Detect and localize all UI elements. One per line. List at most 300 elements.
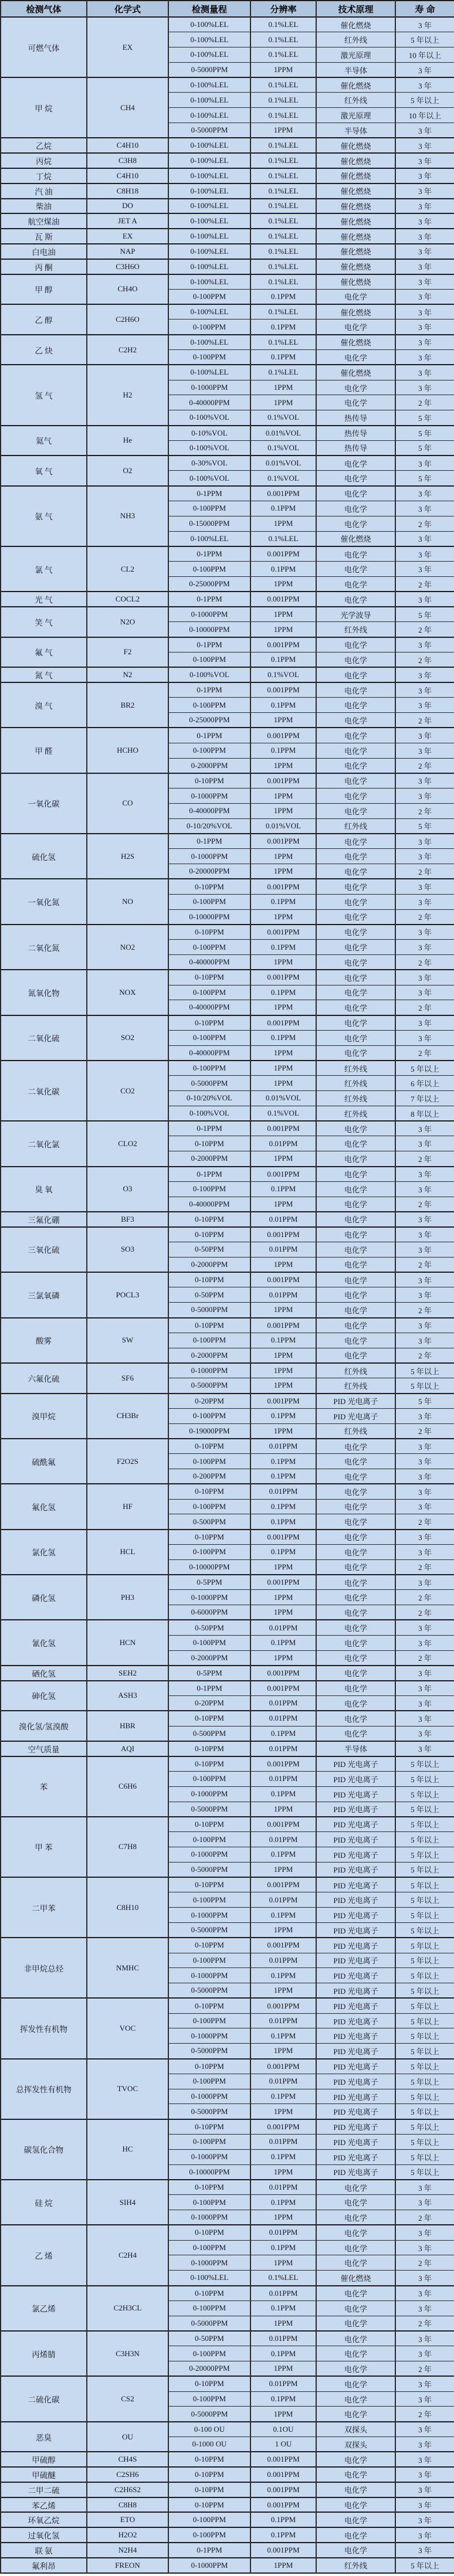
range-cell: 0-5000PPM xyxy=(168,62,250,77)
formula-cell: HCL xyxy=(87,1530,168,1575)
resolution-cell: 1PPM xyxy=(250,1378,316,1394)
lifespan-cell: 2 年 xyxy=(395,2210,454,2225)
range-cell: 0-5000PPM xyxy=(168,1922,250,1938)
lifespan-cell: 3 年 xyxy=(395,199,454,214)
principle-cell: 电化学 xyxy=(316,1167,395,1182)
resolution-cell: 0.1%VOL xyxy=(250,471,316,486)
gas-name-cell: 二硫化碳 xyxy=(1,2376,87,2421)
resolution-cell: 0.1%LEL xyxy=(250,17,316,32)
formula-cell: F2O2S xyxy=(87,1439,168,1484)
range-cell: 0-50PPM xyxy=(168,2331,250,2346)
lifespan-cell: 3 年 xyxy=(395,168,454,183)
lifespan-cell: 2 年 xyxy=(395,2255,454,2271)
range-cell: 0-40000PPM xyxy=(168,954,250,970)
range-cell: 0-100%LEL xyxy=(168,304,250,320)
principle-cell: 电化学 xyxy=(316,834,395,849)
resolution-cell: 0.1PPM xyxy=(250,894,316,909)
range-cell: 0-100%LEL xyxy=(168,93,250,108)
resolution-cell: 0.1OU xyxy=(250,2422,316,2437)
lifespan-cell: 3 年 xyxy=(395,940,454,955)
resolution-cell: 0.01PPM xyxy=(250,1832,316,1847)
resolution-cell: 0.1PPM xyxy=(250,2028,316,2044)
resolution-cell: 1PPM xyxy=(250,2104,316,2119)
principle-cell: 电化学 xyxy=(316,2361,395,2377)
resolution-cell: 0.1PPM xyxy=(250,2149,316,2164)
resolution-cell: 0.1PPM xyxy=(250,350,316,365)
principle-cell: 电化学 xyxy=(316,849,395,864)
table-row xyxy=(1,682,454,698)
lifespan-cell: 3 年 xyxy=(395,335,454,350)
lifespan-cell: 3 年 xyxy=(395,2422,454,2437)
gas-name-cell: 一氧化氮 xyxy=(1,879,87,924)
range-cell: 0-10PPM xyxy=(168,2286,250,2301)
principle-cell: 电化学 xyxy=(316,592,395,607)
resolution-cell: 1PPM xyxy=(250,1045,316,1061)
gas-name-cell: 三氟化硼 xyxy=(1,1212,87,1227)
principle-cell: 电化学 xyxy=(316,1181,395,1197)
lifespan-cell: 5 年以上 xyxy=(395,1908,454,1923)
gas-name-cell: 非甲烷总烃 xyxy=(1,1938,87,1998)
lifespan-cell: 3 年 xyxy=(395,259,454,274)
range-cell: 0-1000PPM xyxy=(168,1786,250,1802)
formula-cell: CO xyxy=(87,773,168,834)
resolution-cell: 0.001PPM xyxy=(250,2119,316,2135)
table-row xyxy=(1,2527,454,2543)
resolution-cell: 1PPM xyxy=(250,576,316,592)
principle-cell: 电化学 xyxy=(316,985,395,1000)
principle-cell: 电化学 xyxy=(316,1242,395,1258)
formula-cell: OU xyxy=(87,2422,168,2452)
lifespan-cell: 5 年 xyxy=(395,426,454,441)
range-cell: 0-10PPM xyxy=(168,2497,250,2513)
range-cell: 0-10PPM xyxy=(168,1741,250,1756)
principle-cell: PID 光电离子 xyxy=(316,1802,395,1817)
principle-cell: 电化学 xyxy=(316,546,395,562)
formula-cell: SIH4 xyxy=(87,2180,168,2225)
principle-cell: 电化学 xyxy=(316,2543,395,2558)
principle-cell: 电化学 xyxy=(316,1484,395,1499)
resolution-cell: 0.001PPM xyxy=(250,592,316,607)
resolution-cell: 1PPM xyxy=(250,2316,316,2331)
lifespan-cell: 3 年 xyxy=(395,1015,454,1031)
lifespan-cell: 3 年 xyxy=(395,1454,454,1469)
range-cell: 0-1PPM xyxy=(168,1121,250,1136)
gas-name-cell: 氢 气 xyxy=(1,365,87,425)
lifespan-cell: 5 年以上 xyxy=(395,1892,454,1908)
principle-cell: PID 光电离子 xyxy=(316,2013,395,2028)
range-cell: 0-100PPM xyxy=(168,2013,250,2028)
lifespan-cell: 3 年 xyxy=(395,1272,454,1287)
resolution-cell: 0.1%LEL xyxy=(250,2271,316,2286)
resolution-cell: 0.1PPM xyxy=(250,2512,316,2527)
resolution-cell: 1PPM xyxy=(250,2255,316,2271)
range-cell: 0-100%LEL xyxy=(168,47,250,63)
lifespan-cell: 5 年以上 xyxy=(395,2074,454,2089)
formula-cell: C3H6O xyxy=(87,259,168,274)
table-row xyxy=(1,486,454,501)
principle-cell: PID 光电离子 xyxy=(316,1408,395,1423)
gas-name-cell: 二氧化硫 xyxy=(1,1015,87,1061)
lifespan-cell: 2 年 xyxy=(395,2316,454,2331)
range-cell: 0-100%LEL xyxy=(168,183,250,199)
gas-name-cell: 硅 烷 xyxy=(1,2180,87,2225)
range-cell: 0-5000PPM xyxy=(168,2104,250,2119)
lifespan-cell: 3 年 xyxy=(395,834,454,849)
resolution-cell: 0.1PPM xyxy=(250,562,316,577)
formula-cell: NO xyxy=(87,879,168,924)
principle-cell: 催化燃烧 xyxy=(316,183,395,199)
resolution-cell: 0.001PPM xyxy=(250,834,316,849)
lifespan-cell: 2 年 xyxy=(395,1348,454,1363)
gas-name-cell: 笑 气 xyxy=(1,607,87,637)
formula-cell: C4H10 xyxy=(87,138,168,153)
lifespan-cell: 5 年以上 xyxy=(395,32,454,47)
lifespan-cell: 5 年以上 xyxy=(395,93,454,108)
principle-cell: 红外线 xyxy=(316,1106,395,1121)
range-cell: 0-500PPM xyxy=(168,1726,250,1741)
resolution-cell: 1PPM xyxy=(250,1348,316,1363)
range-cell: 0-100PPM xyxy=(168,2300,250,2316)
principle-cell: 电化学 xyxy=(316,576,395,592)
resolution-cell: 1PPM xyxy=(250,713,316,728)
formula-cell: HF xyxy=(87,1484,168,1529)
principle-cell: 电化学 xyxy=(316,395,395,410)
principle-cell: 电化学 xyxy=(316,1514,395,1530)
table-row xyxy=(1,1817,454,1832)
lifespan-cell: 3 年 xyxy=(395,1575,454,1590)
resolution-cell: 0.01PPM xyxy=(250,1892,316,1908)
formula-cell: VOC xyxy=(87,1998,168,2058)
resolution-cell: 0.001PPM xyxy=(250,1575,316,1590)
principle-cell: 电化学 xyxy=(316,501,395,516)
resolution-cell: 0.1PPM xyxy=(250,743,316,758)
gas-name-cell: 白电油 xyxy=(1,244,87,259)
range-cell: 0-100PPM xyxy=(168,1030,250,1045)
lifespan-cell: 3 年 xyxy=(395,592,454,607)
gas-name-cell: 过氧化氢 xyxy=(1,2527,87,2543)
lifespan-cell: 7 年以上 xyxy=(395,1091,454,1106)
lifespan-cell: 2 年 xyxy=(395,1257,454,1272)
principle-cell: PID 光电离子 xyxy=(316,2135,395,2150)
gas-name-cell: 磷化氢 xyxy=(1,1575,87,1620)
lifespan-cell: 5 年以上 xyxy=(395,2104,454,2119)
resolution-cell: 1PPM xyxy=(250,864,316,879)
lifespan-cell: 5 年以上 xyxy=(395,2135,454,2150)
gas-name-cell: 硒化氢 xyxy=(1,1666,87,1681)
resolution-cell: 0.1%LEL xyxy=(250,244,316,259)
lifespan-cell: 5 年以上 xyxy=(395,1847,454,1862)
lifespan-cell: 3 年 xyxy=(395,682,454,698)
lifespan-cell: 3 年 xyxy=(395,894,454,909)
principle-cell: 电化学 xyxy=(316,350,395,365)
principle-cell: 电化学 xyxy=(316,2452,395,2467)
principle-cell: 电化学 xyxy=(316,1726,395,1741)
resolution-cell: 0.1PPM xyxy=(250,1499,316,1514)
lifespan-cell: 3 年 xyxy=(395,138,454,153)
table-row xyxy=(1,637,454,653)
table-row xyxy=(1,1121,454,1136)
range-cell: 0-19000PPM xyxy=(168,1423,250,1439)
resolution-cell: 0.1%LEL xyxy=(250,108,316,123)
principle-cell: 电化学 xyxy=(316,320,395,335)
range-cell: 0-50PPM xyxy=(168,1242,250,1258)
table-row xyxy=(1,1741,454,1756)
range-cell: 0-40000PPM xyxy=(168,1197,250,1212)
principle-cell: 电化学 xyxy=(316,1695,395,1711)
lifespan-cell: 2 年 xyxy=(395,1045,454,1061)
gas-name-cell: 瓦 斯 xyxy=(1,229,87,244)
resolution-cell: 0.001PPM xyxy=(250,1121,316,1136)
range-cell: 0-100PPM xyxy=(168,501,250,516)
range-cell: 0-40000PPM xyxy=(168,1000,250,1015)
range-cell: 0-100PPM xyxy=(168,2391,250,2407)
lifespan-cell: 3 年 xyxy=(395,2346,454,2361)
principle-cell: 电化学 xyxy=(316,803,395,818)
principle-cell: 红外线 xyxy=(316,622,395,637)
resolution-cell: 0.1PPM xyxy=(250,1968,316,1983)
principle-cell: 电化学 xyxy=(316,789,395,804)
table-row xyxy=(1,199,454,214)
lifespan-cell: 3 年 xyxy=(395,1499,454,1514)
range-cell: 0-50PPM xyxy=(168,1620,250,1635)
table-row xyxy=(1,2059,454,2074)
range-cell: 0-1PPM xyxy=(168,1167,250,1182)
gas-name-cell: 苯 xyxy=(1,1756,87,1817)
gas-name-cell: 丁烷 xyxy=(1,168,87,183)
principle-cell: 电化学 xyxy=(316,1257,395,1272)
lifespan-cell: 3 年 xyxy=(395,289,454,304)
resolution-cell: 0.01PPM xyxy=(250,1695,316,1711)
principle-cell: 电化学 xyxy=(316,728,395,743)
range-cell: 0-10PPM xyxy=(168,2467,250,2482)
range-cell: 0-100PPM xyxy=(168,350,250,365)
resolution-cell: 1PPM xyxy=(250,954,316,970)
gas-name-cell: 航空煤油 xyxy=(1,213,87,229)
range-cell: 0-10PPM xyxy=(168,1938,250,1953)
lifespan-cell: 3 年 xyxy=(395,849,454,864)
lifespan-cell: 3 年 xyxy=(395,2271,454,2286)
range-cell: 0-1PPM xyxy=(168,637,250,653)
resolution-cell: 0.001PPM xyxy=(250,637,316,653)
principle-cell: 电化学 xyxy=(316,1015,395,1031)
resolution-cell: 0.1PPM xyxy=(250,1408,316,1423)
resolution-cell: 0.1%LEL xyxy=(250,213,316,229)
gas-name-cell: 苯乙烯 xyxy=(1,2497,87,2513)
lifespan-cell: 3 年 xyxy=(395,2376,454,2391)
table-row xyxy=(1,2452,454,2467)
resolution-cell: 0.01PPM xyxy=(250,2331,316,2346)
principle-cell: PID 光电离子 xyxy=(316,2089,395,2104)
gas-name-cell: 乙 醇 xyxy=(1,304,87,335)
range-cell: 0-100PPM xyxy=(168,1771,250,1786)
gas-name-cell: 乙 炔 xyxy=(1,335,87,365)
range-cell: 0-10PPM xyxy=(168,2376,250,2391)
resolution-cell: 0.01PPM xyxy=(250,1484,316,1499)
principle-cell: 电化学 xyxy=(316,1272,395,1287)
formula-cell: C2H6O xyxy=(87,304,168,335)
lifespan-cell: 3 年 xyxy=(395,380,454,395)
lifespan-cell: 3 年 xyxy=(395,2527,454,2543)
resolution-cell: 0.1PPM xyxy=(250,1908,316,1923)
range-cell: 0-10PPM xyxy=(168,1212,250,1227)
gas-name-cell: 甲硫醚 xyxy=(1,2467,87,2482)
resolution-cell: 0.001PPM xyxy=(250,1817,316,1832)
lifespan-cell: 3 年 xyxy=(395,2180,454,2195)
resolution-cell: 1PPM xyxy=(250,849,316,864)
lifespan-cell: 2 年 xyxy=(395,1590,454,1605)
lifespan-cell: 2 年 xyxy=(395,1559,454,1575)
resolution-cell: 0.001PPM xyxy=(250,1318,316,1333)
gas-name-cell: 溴化氢/氢溴酸 xyxy=(1,1711,87,1741)
lifespan-cell: 2 年 xyxy=(395,803,454,818)
range-cell: 0-100%LEL xyxy=(168,32,250,47)
principle-cell: 催化燃烧 xyxy=(316,259,395,274)
lifespan-cell: 5 年以上 xyxy=(395,1998,454,2013)
principle-cell: 电化学 xyxy=(316,562,395,577)
resolution-cell: 0.1PPM xyxy=(250,940,316,955)
formula-cell: NOX xyxy=(87,970,168,1015)
gas-name-cell: 氨 气 xyxy=(1,486,87,546)
range-cell: 0-10PPM xyxy=(168,1756,250,1772)
gas-name-cell: 酸雾 xyxy=(1,1318,87,1363)
resolution-cell: 0.01PPM xyxy=(250,2180,316,2195)
lifespan-cell: 3 年 xyxy=(395,562,454,577)
resolution-cell: 0.001PPM xyxy=(250,1666,316,1681)
principle-cell: 电化学 xyxy=(316,773,395,789)
principle-cell: 光学波导 xyxy=(316,607,395,622)
principle-cell: 电化学 xyxy=(316,758,395,773)
formula-cell: NH3 xyxy=(87,486,168,546)
principle-cell: 电化学 xyxy=(316,637,395,653)
table-row xyxy=(1,970,454,985)
lifespan-cell: 5 年以上 xyxy=(395,2558,454,2573)
lifespan-cell: 3 年 xyxy=(395,1318,454,1333)
resolution-cell: 1PPM xyxy=(250,758,316,773)
range-cell: 0-100PPM xyxy=(168,1181,250,1197)
table-row xyxy=(1,1363,454,1378)
principle-cell: PID 光电离子 xyxy=(316,1922,395,1938)
resolution-cell: 0.1PPM xyxy=(250,1544,316,1559)
principle-cell: 电化学 xyxy=(316,2180,395,2195)
resolution-cell: 0.1%LEL xyxy=(250,274,316,290)
resolution-cell: 0.001PPM xyxy=(250,1227,316,1242)
lifespan-cell: 3 年 xyxy=(395,879,454,894)
formula-cell: C2H2 xyxy=(87,335,168,365)
resolution-cell: 0.1%LEL xyxy=(250,199,316,214)
table-row xyxy=(1,17,454,32)
lifespan-cell: 3 年 xyxy=(395,1242,454,1258)
range-cell: 0-100PPM xyxy=(168,1061,250,1076)
lifespan-cell: 3 年 xyxy=(395,1530,454,1545)
resolution-cell: 0.1PPM xyxy=(250,985,316,1000)
gas-name-cell: 臭 氧 xyxy=(1,1167,87,1212)
resolution-cell: 1PPM xyxy=(250,909,316,925)
lifespan-cell: 2 年 xyxy=(395,864,454,879)
principle-cell: 催化燃烧 xyxy=(316,168,395,183)
table-header-row xyxy=(1,1,454,17)
range-cell: 0-10000PPM xyxy=(168,909,250,925)
formula-cell: C6H6 xyxy=(87,1756,168,1817)
principle-cell: 电化学 xyxy=(316,864,395,879)
range-cell: 0-10PPM xyxy=(168,2059,250,2074)
range-cell: 0-200PPM xyxy=(168,1469,250,1484)
lifespan-cell: 3 年 xyxy=(395,1030,454,1045)
resolution-cell: 1PPM xyxy=(250,1257,316,1272)
resolution-cell: 0.1%LEL xyxy=(250,32,316,47)
lifespan-cell: 3 年 xyxy=(395,985,454,1000)
range-cell: 0-100PPM xyxy=(168,698,250,713)
resolution-cell: 0.1%LEL xyxy=(250,93,316,108)
principle-cell: 电化学 xyxy=(316,970,395,985)
principle-cell: 红外线 xyxy=(316,1423,395,1439)
lifespan-cell: 3 年 xyxy=(395,667,454,682)
principle-cell: PID 光电离子 xyxy=(316,1877,395,1892)
range-cell: 0-5000PPM xyxy=(168,2407,250,2422)
range-cell: 0-5000PPM xyxy=(168,123,250,138)
principle-cell: 电化学 xyxy=(316,2497,395,2513)
resolution-cell: 1PPM xyxy=(250,1061,316,1076)
range-cell: 0-100PPM xyxy=(168,2527,250,2543)
resolution-cell: 0.1PPM xyxy=(250,2089,316,2104)
principle-cell: 电化学 xyxy=(316,1439,395,1454)
principle-cell: 红外线 xyxy=(316,818,395,834)
resolution-cell: 0.01%VOL xyxy=(250,818,316,834)
lifespan-cell: 5 年以上 xyxy=(395,2044,454,2059)
formula-cell: C8H10 xyxy=(87,1877,168,1938)
table-row xyxy=(1,2286,454,2301)
table-row xyxy=(1,153,454,168)
range-cell: 0-10/20%VOL xyxy=(168,1091,250,1106)
principle-cell: 电化学 xyxy=(316,743,395,758)
lifespan-cell: 3 年 xyxy=(395,2240,454,2255)
range-cell: 0-5000PPM xyxy=(168,1378,250,1394)
principle-cell: 电化学 xyxy=(316,713,395,728)
formula-cell: TVOC xyxy=(87,2059,168,2119)
range-cell: 0-1000PPM xyxy=(168,2210,250,2225)
lifespan-cell: 2 年 xyxy=(395,758,454,773)
table-row xyxy=(1,1681,454,1696)
gas-name-cell: 氟 气 xyxy=(1,637,87,668)
principle-cell: 电化学 xyxy=(316,2512,395,2527)
formula-cell: H2O2 xyxy=(87,2527,168,2543)
lifespan-cell: 3 年 xyxy=(395,743,454,758)
range-cell: 0-40000PPM xyxy=(168,803,250,818)
lifespan-cell: 2 年 xyxy=(395,395,454,410)
resolution-cell: 0.001PPM xyxy=(250,1530,316,1545)
principle-cell: PID 光电离子 xyxy=(316,1953,395,1968)
table-row xyxy=(1,1575,454,1590)
table-row xyxy=(1,77,454,93)
lifespan-cell: 5 年以上 xyxy=(395,2089,454,2104)
formula-cell: O2 xyxy=(87,456,168,486)
principle-cell: PID 光电离子 xyxy=(316,2164,395,2180)
lifespan-cell: 2 年 xyxy=(395,622,454,637)
resolution-cell: 0.001PPM xyxy=(250,1394,316,1409)
formula-cell: CO2 xyxy=(87,1061,168,1121)
principle-cell: 催化燃烧 xyxy=(316,153,395,168)
lifespan-cell: 3 年 xyxy=(395,1333,454,1348)
gas-name-cell: 空气质量 xyxy=(1,1741,87,1756)
principle-cell: 催化燃烧 xyxy=(316,77,395,93)
range-cell: 0-10000PPM xyxy=(168,2164,250,2180)
gas-name-cell: 可燃气体 xyxy=(1,17,87,77)
principle-cell: 红外线 xyxy=(316,1061,395,1076)
principle-cell: 电化学 xyxy=(316,1544,395,1559)
resolution-cell: 0.001PPM xyxy=(250,1681,316,1696)
formula-cell: He xyxy=(87,426,168,456)
header-formula: 化学式 xyxy=(87,1,168,17)
resolution-cell: 0.1%VOL xyxy=(250,667,316,682)
